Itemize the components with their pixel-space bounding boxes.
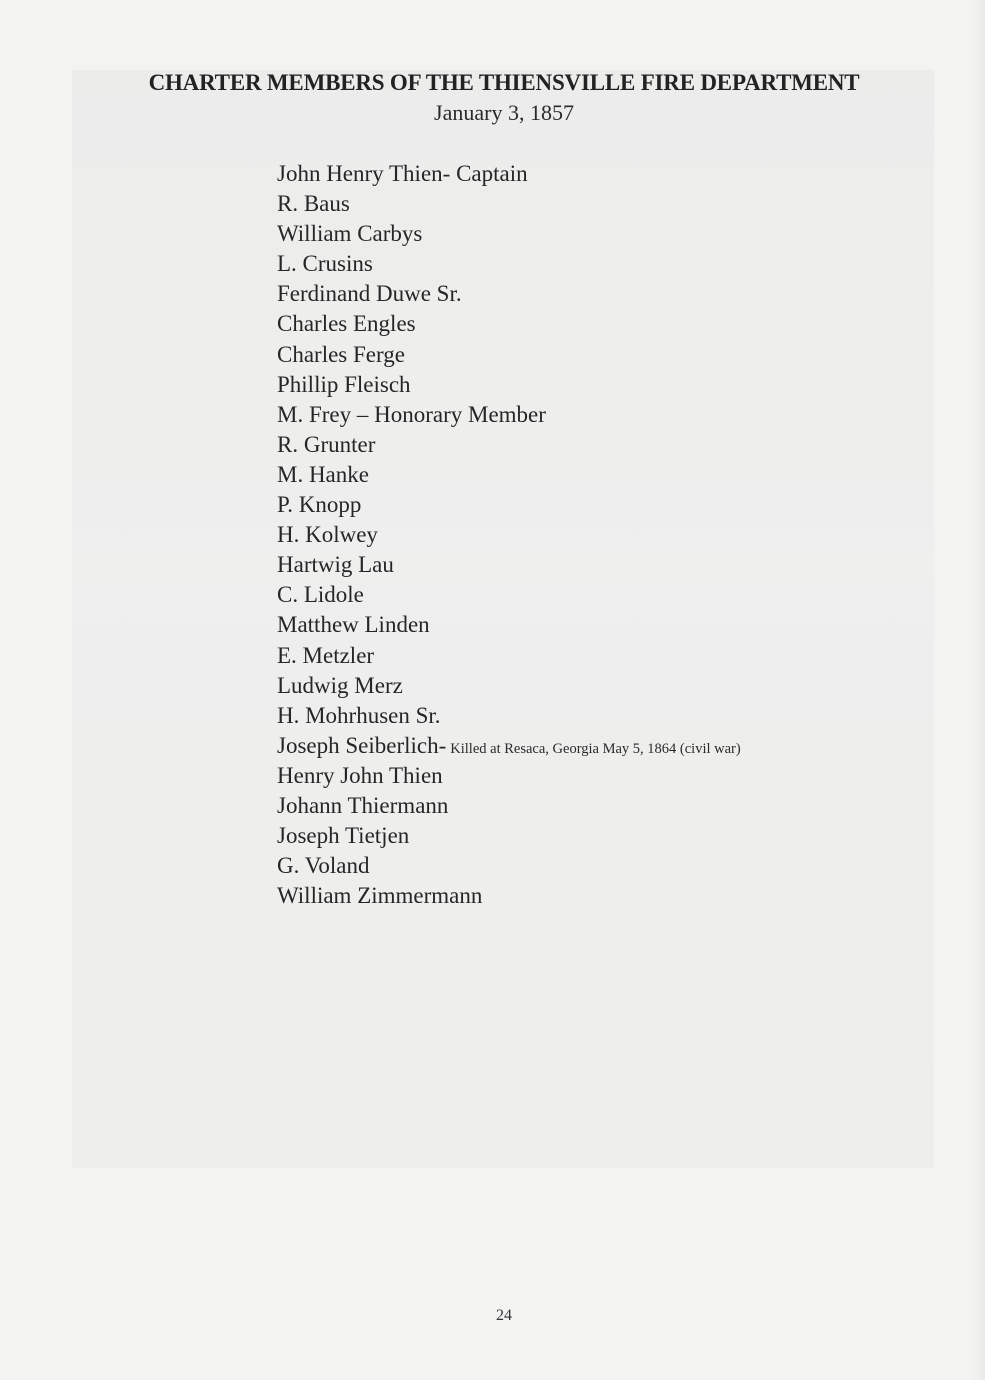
member-name: C. Lidole	[277, 582, 364, 608]
list-item	[277, 279, 741, 309]
member-list	[277, 159, 741, 911]
list-item	[277, 701, 741, 731]
document-title: CHARTER MEMBERS OF THE THIENSVILLE FIRE DEPARTMENT	[148, 70, 860, 95]
member-name: Phillip Fleisch	[277, 371, 411, 397]
member-name: William Carbys	[277, 221, 423, 247]
list-item	[277, 761, 741, 791]
member-note: Killed at Resaca, Georgia May 5, 1864 (civil war)	[450, 740, 741, 757]
list-item	[277, 881, 741, 911]
list-item	[277, 490, 741, 520]
list-item	[277, 460, 741, 490]
document-date: January 3, 1857	[434, 100, 574, 125]
list-item	[277, 641, 741, 671]
member-name: Johann Thiermann	[277, 792, 449, 818]
member-name: H. Mohrhusen Sr.	[277, 702, 441, 728]
member-name: John Henry Thien- Captain	[277, 161, 528, 186]
list-item	[277, 821, 741, 851]
member-name: R. Baus	[277, 191, 350, 217]
list-item	[277, 309, 741, 339]
list-item	[277, 370, 741, 400]
list-item	[277, 851, 741, 881]
list-item	[277, 791, 741, 821]
member-name: M. Frey – Honorary Member	[277, 401, 546, 427]
list-item	[277, 249, 741, 279]
member-name: E. Metzler	[277, 642, 375, 668]
member-name: G. Voland	[277, 853, 370, 879]
list-item	[277, 550, 741, 580]
list-item	[277, 671, 741, 701]
member-name: Joseph Tietjen	[277, 823, 410, 849]
member-name: Matthew Linden	[277, 612, 430, 638]
member-name: Henry John Thien	[277, 762, 443, 788]
member-name: P. Knopp	[277, 492, 362, 518]
member-name: L. Crusins	[277, 251, 373, 277]
list-item	[277, 400, 741, 430]
member-name: Ferdinand Duwe Sr.	[277, 281, 462, 307]
member-name: Charles Engles	[277, 311, 416, 337]
member-name: Charles Ferge	[277, 341, 405, 367]
member-name: Hartwig Lau	[277, 552, 394, 578]
list-item	[277, 219, 741, 249]
member-name: M. Hanke	[277, 461, 369, 487]
member-name: Joseph Seiberlich-	[277, 732, 447, 758]
page-number: 24	[496, 1307, 512, 1324]
list-item	[277, 159, 741, 189]
member-name: H. Kolwey	[277, 522, 378, 548]
list-item	[277, 610, 741, 640]
member-name: William Zimmermann	[277, 883, 483, 909]
list-item	[277, 189, 741, 219]
list-item	[277, 430, 741, 460]
list-item	[277, 340, 741, 370]
list-item	[277, 520, 741, 550]
member-name: Ludwig Merz	[277, 672, 403, 698]
list-item	[277, 731, 741, 761]
member-name: R. Grunter	[277, 431, 376, 457]
list-item	[277, 580, 741, 610]
